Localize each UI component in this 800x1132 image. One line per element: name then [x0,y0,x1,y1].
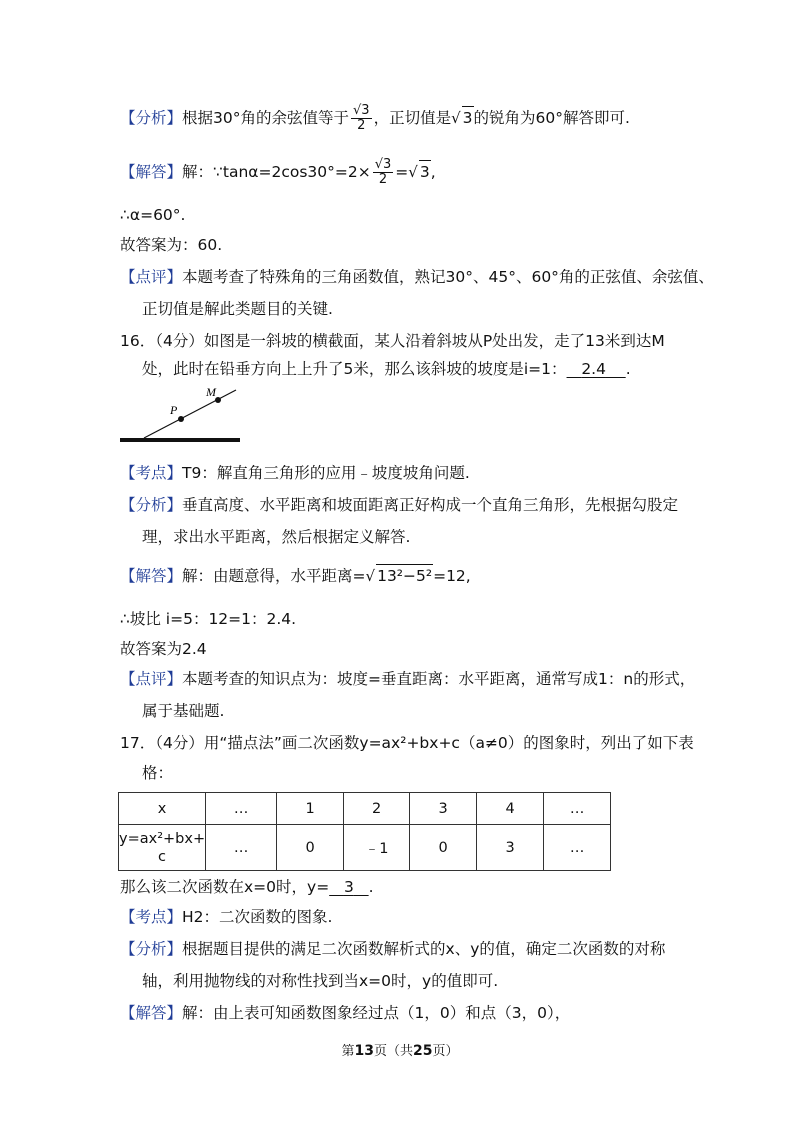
q15-analysis: 【分析】根据30°角的余弦值等于 $\frac{√3}{2}$ ，正切值是√ 3的锐角为60°解答即可. [120,103,630,133]
q16-therefore: ∴坡比 i=5：12=1：2.4. [120,610,297,628]
fraction: $\frac{√3}{2}$ [374,157,392,187]
q15-comment: 【点评】本题考查了特殊角的三角函数值，熟记30°、45°、60°角的正弦值、余弦值、 [120,268,714,286]
q15-therefore: ∴α=60°. [120,206,186,224]
q17-analysis-cont: 轴，利用抛物线的对称性找到当x=0时，y的值即可. [142,972,499,990]
fraction: $\frac{√3}{2}$ [353,103,370,133]
analysis-tag: 【分析】 [120,496,183,514]
q17-stem: 17．（4分）用“描点法”画二次函数y=ax²+bx+c（a≠0）的图象时，列出了如下表 [120,734,694,752]
q16-analysis: 【分析】垂直高度、水平距离和坡面距离正好构成一个直角三角形，先根据勾股定 [120,496,679,514]
comment-tag: 【点评】 [120,268,183,286]
slope-line [144,390,236,438]
point-tag: 【考点】 [120,464,183,482]
sqrt-expression: 3 [462,106,474,129]
sqrt-expression: 3 [419,160,431,183]
q17-point: 【考点】H2：二次函数的图象. [120,908,333,926]
analysis-text: 根据30°角的余弦值等于 [182,109,349,127]
q16-stem-cont: 处，此时在铅垂方向上上升了5米，那么该斜坡的坡度是i=1： 2.4 . [142,360,631,378]
q17-analysis: 【分析】根据题目提供的满足二次函数解析式的x、y的值，确定二次函数的对称 [120,940,666,958]
q17-stem-cont: 格： [142,764,174,782]
value-table [118,792,611,871]
q15-solution: 【解答】解：∵tanα=2cos30°=2× $\frac{√3}{2}$ =√ 3, [120,157,436,187]
q17-solution: 【解答】解：由上表可知函数图象经过点（1，0）和点（3，0）， [120,1004,571,1022]
table-row: x … 1 2 3 4 … [119,793,611,825]
solution-tag: 【解答】 [120,1004,183,1022]
q17-question: 那么该二次函数在x=0时，y= 3 . [120,878,374,896]
point-tag: 【考点】 [120,908,183,926]
q16-analysis-cont: 理，求出水平距离，然后根据定义解答. [142,528,411,546]
analysis-tag: 【分析】 [120,940,183,958]
q15-comment-cont: 正切值是解此类题目的关键. [142,300,333,318]
analysis-tag: 【分析】 [120,109,183,127]
q15-answer: 故答案为：60. [120,236,223,254]
page-total: 25 [413,1043,433,1059]
answer-blank: 2.4 [581,360,606,378]
q16-comment-cont: 属于基础题. [142,702,225,720]
page-number: 13 [354,1043,374,1059]
comment-tag: 【点评】 [120,670,183,688]
q16-comment: 【点评】本题考查的知识点为：坡度=垂直距离：水平距离，通常写成1：n的形式， [120,670,696,688]
answer-blank: 3 [343,878,354,896]
q16-stem: 16．（4分）如图是一斜坡的横截面，某人沿着斜坡从P处出发，走了13米到达M [120,332,665,350]
solution-tag: 【解答】 [120,567,183,585]
q16-solution: 【解答】解：由题意得，水平距离=√ 13²−5²=12, [120,564,471,587]
table-row: y=ax²+bx+ c … 0 ﹣1 0 3 … [119,825,611,871]
solution-tag: 【解答】 [120,163,183,181]
q16-answer: 故答案为2.4 [120,640,207,658]
slope-figure [118,384,242,444]
label-p: P [170,403,178,417]
point-p [178,416,184,422]
label-m: M [206,385,216,399]
sqrt-expression: 13²−5² [376,564,433,587]
page-footer: 第13页（共25页） [341,1043,459,1059]
q16-point: 【考点】T9：解直角三角形的应用﹣坡度坡角问题. [120,464,470,482]
